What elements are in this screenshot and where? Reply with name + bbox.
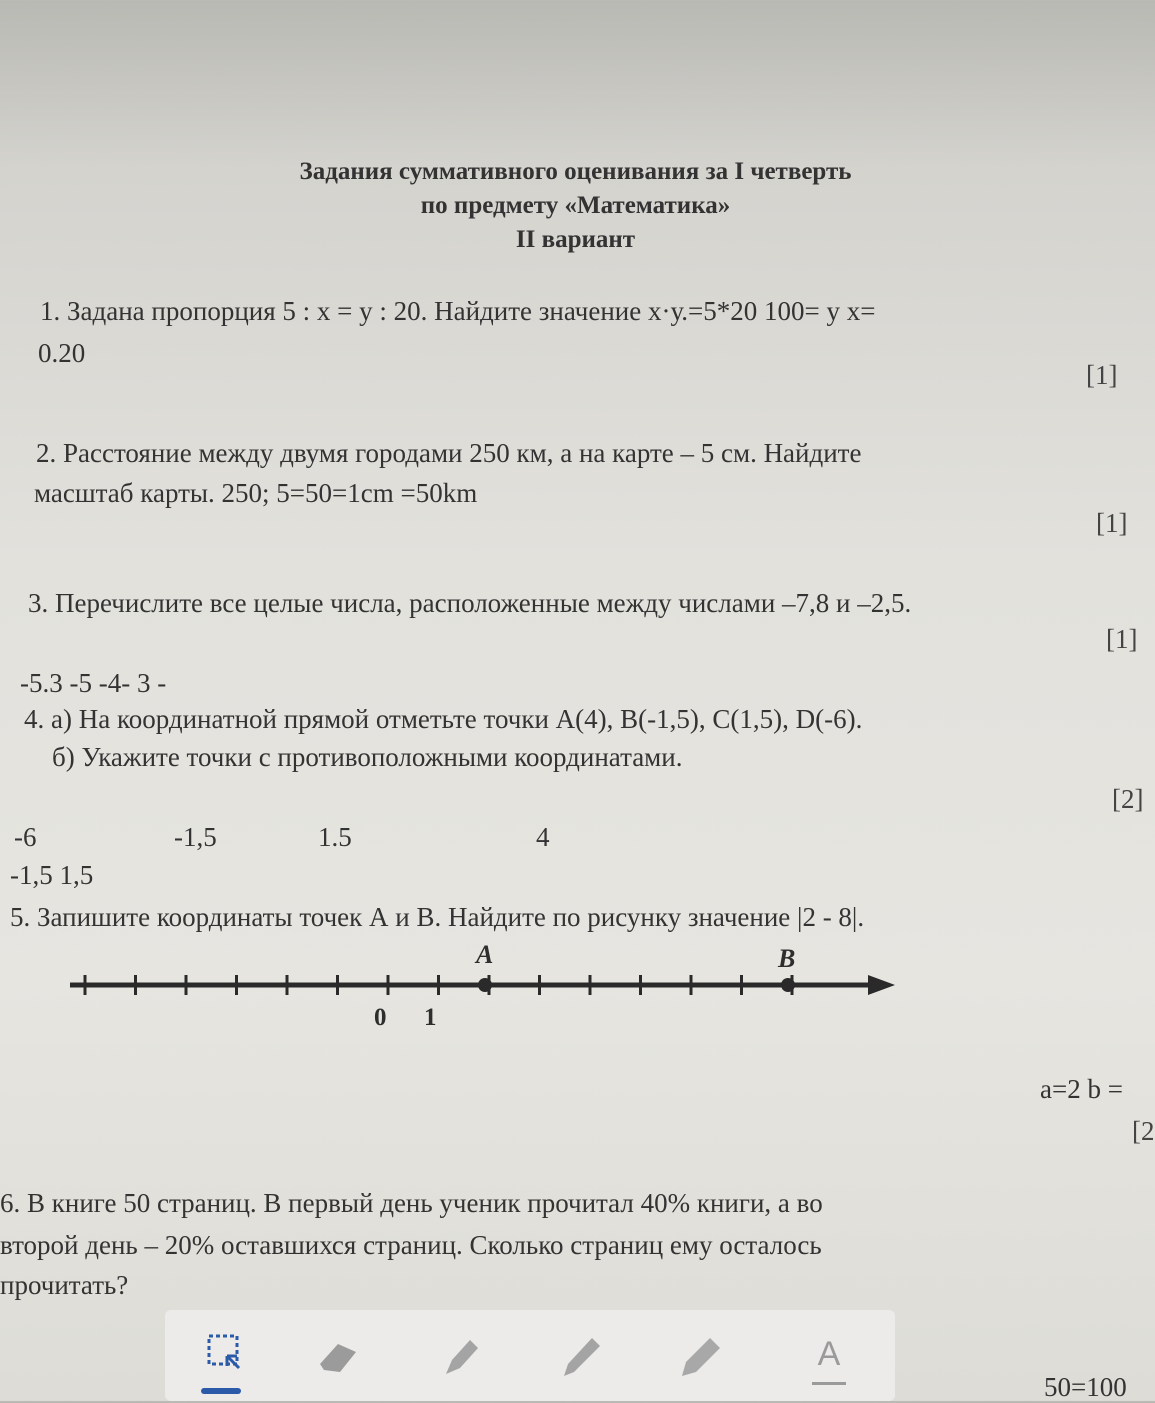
marker-tool-button[interactable] [670, 1326, 730, 1386]
title-line-1: Задания суммативного оценивания за I четверть [299, 158, 852, 185]
highlighter-icon [430, 1326, 490, 1386]
task-5-mark: [2 [1132, 1116, 1155, 1146]
title-line-2: по предмету «Математика» [420, 192, 731, 219]
text-icon: A [812, 1326, 846, 1385]
tick-label-1: 1 [424, 1004, 437, 1031]
task-4-opposite-pair: -1,5 1,5 [10, 860, 94, 890]
active-tool-indicator [201, 1388, 241, 1394]
marker-icon [670, 1326, 730, 1386]
task-5-answer: a=2 b = [1040, 1074, 1123, 1104]
task-6-answer: 50=100 [1044, 1372, 1127, 1402]
task-6-line-3: прочитать? [0, 1270, 129, 1300]
point-a-label: A [476, 940, 494, 969]
select-icon [195, 1326, 255, 1386]
task-4-mark: [2] [1112, 784, 1144, 814]
number-line-arrow [868, 975, 895, 995]
task-4-line-1: 4. а) На координатной прямой отметьте точки А(4), В(-1,5), С(1,5), D(-6). [24, 704, 863, 734]
task-6-line-1: 6. В книге 50 страниц. В первый день ученик прочитал 40% книги, а во [0, 1188, 823, 1218]
task-4-value-c: 1.5 [318, 822, 352, 852]
text-tool-button[interactable] [800, 1326, 860, 1386]
point-b-label: B [778, 944, 796, 973]
task-3-answer: -5.3 -5 -4- 3 - [20, 668, 167, 698]
task-1-answer: 0.20 [38, 338, 86, 368]
task-2-mark: [1] [1096, 508, 1128, 538]
task-4-value-a: -6 [14, 822, 37, 852]
task-6-line-2: второй день – 20% оставшихся страниц. Сколько страниц ему осталось [0, 1230, 822, 1260]
task-4-value-b: -1,5 [174, 822, 217, 852]
annotation-toolbar [165, 1310, 895, 1401]
task-2-line-1: 2. Расстояние между двумя городами 250 км, а на карте – 5 см. Найдите [36, 438, 862, 468]
eraser-icon [310, 1326, 370, 1386]
task-5-text: 5. Запишите координаты точек А и В. Найдите по рисунку значение |2 - 8|. [10, 902, 865, 932]
task-2-line-2: масштаб карты. 250; 5=50=1cm =50km [34, 478, 478, 508]
point-b [781, 978, 795, 992]
point-a [478, 978, 492, 992]
title-line-3: II вариант [515, 226, 636, 253]
task-4-line-2: б) Укажите точки с противоположными координатами. [52, 742, 683, 772]
task-3-text: 3. Перечислите все целые числа, расположенные между числами –7,8 и –2,5. [28, 588, 912, 618]
pen-tool-button[interactable] [550, 1326, 610, 1386]
task-3-mark: [1] [1106, 624, 1138, 654]
highlighter-tool-button[interactable] [430, 1326, 490, 1386]
task-1-text: 1. Задана пропорция 5 : х = у : 20. Найдите значение х·у.=5*20 100= у х= [40, 296, 876, 326]
pen-icon [550, 1326, 610, 1386]
task-4-value-d: 4 [536, 822, 550, 852]
eraser-tool-button[interactable] [310, 1326, 370, 1386]
tick-label-0: 0 [374, 1004, 387, 1031]
task-1-mark: [1] [1086, 360, 1118, 390]
select-tool-button[interactable] [195, 1326, 255, 1386]
